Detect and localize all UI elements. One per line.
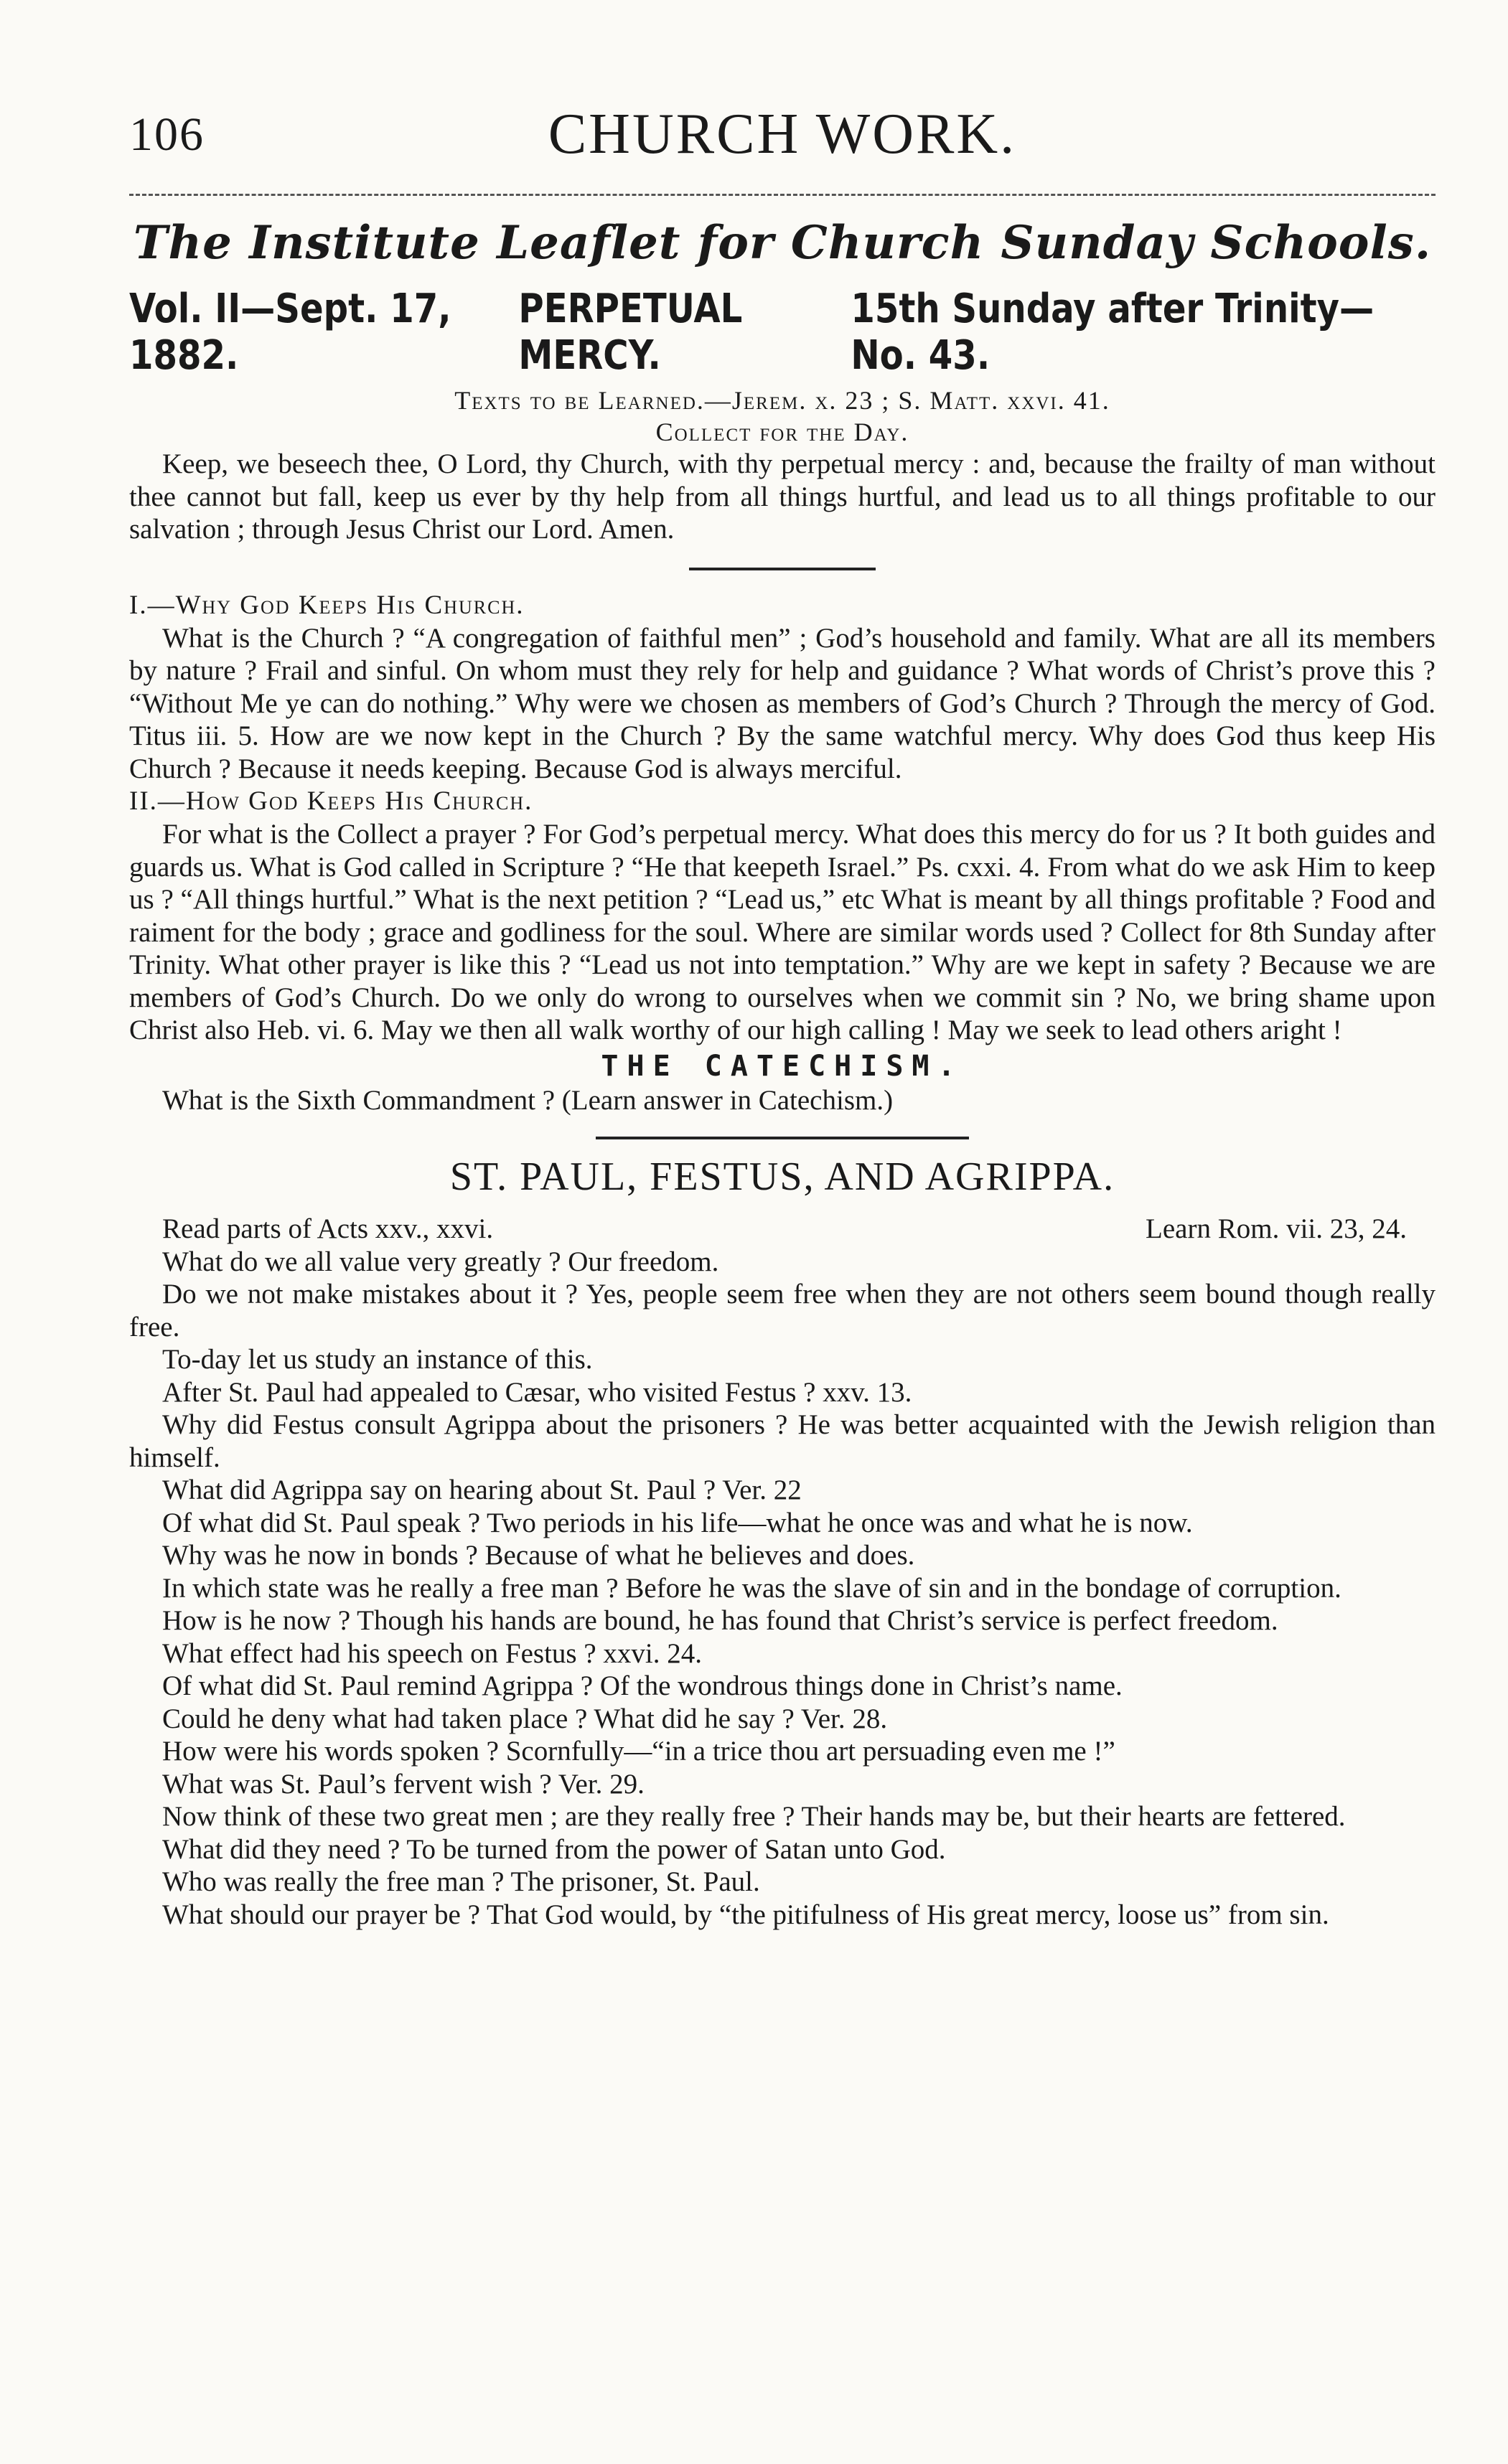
section2-heading: II.—How God Keeps His Church. [129, 786, 533, 816]
qa-item: To-day let us study an instance of this. [162, 1344, 593, 1375]
sunday-number: 15th Sunday after Trinity—No. 43. [851, 286, 1374, 379]
collect-heading: Collect for the Day. [655, 418, 909, 446]
qa-item: What should our prayer be ? That God would, by “the pitifulness of His great mercy, loose us” from sin. [162, 1899, 1329, 1930]
qa-item: In which state was he really a free man ? Before he was the slave of sin and in the bondage of corruption. [162, 1572, 1341, 1604]
qa-item: Now think of these two great men ; are they really free ? Their hands may be, but their hearts are fettered. [162, 1801, 1346, 1832]
lesson-questions [129, 1246, 1436, 1932]
read-reference: Read parts of Acts xxv., xxvi. [162, 1213, 494, 1244]
qa-item: How is he now ? Though his hands are bound, he has found that Christ’s service is perfect freedom. [162, 1605, 1278, 1636]
qa-item: Of what did St. Paul speak ? Two periods in his life—what he once was and what he is now. [162, 1507, 1193, 1538]
qa-item: Of what did St. Paul remind Agrippa ? Of the wondrous things done in Christ’s name. [162, 1670, 1123, 1701]
texts-to-be-learned: Texts to be Learned.—Jerem. x. 23 ; S. Matt. xxvi. 41. [454, 386, 1110, 415]
lesson-title: ST. PAUL, FESTUS, AND AGRIPPA. [449, 1155, 1115, 1199]
qa-item: Why was he now in bonds ? Because of what he believes and does. [162, 1540, 915, 1571]
section2-text: For what is the Collect a prayer ? For God’s perpetual mercy. What does this mercy do for us ? It both guides and guards us. What is God called in Scripture ? “He that keepeth Israel.” Ps. cxxi. 4. From what do we ask Him to keep us ? “All things hurtful.” What is the next petition ? “Lead us,” etc What is meant by all things profitable ? Food and raiment for the body ; grace and godliness for the soul. Where are similar words used ? Collect for 8th Sunday after Trinity. What other prayer is like this ? “Lead us not into temptation.” Why are we kept in safety ? Because we are members of God’s Church. Do we only do wrong to ourselves when we commit sin ? No, we bring shame upon Christ also Heb. vi. 6. May we then all walk worthy of our high calling ! May we seek to lead others aright ! [129, 819, 1436, 1045]
section1-heading: I.—Why God Keeps His Church. [129, 590, 525, 620]
subject-title: PERPETUAL MERCY. [518, 286, 743, 379]
catechism-heading: THE CATECHISM. [601, 1049, 964, 1083]
volume-date: Vol. II—Sept. 17, 1882. [129, 286, 451, 379]
qa-item: How were his words spoken ? Scornfully—“in a trice thou art persuading even me !” [162, 1736, 1115, 1767]
qa-item: What did Agrippa say on hearing about St. Paul ? Ver. 22 [162, 1475, 802, 1505]
running-title: CHURCH WORK. [548, 103, 1017, 166]
catechism-text: What is the Sixth Commandment ? (Learn answer in Catechism.) [162, 1084, 894, 1116]
reading-line [129, 1213, 1436, 1246]
page-number: 106 [129, 108, 205, 161]
section1-text: What is the Church ? “A congregation of faithful men” ; God’s household and family. What are all its members by nature ? Frail and sinful. On whom must they rely for help and guidance ? What words of Christ’s prove this ? “Without Me ye can do nothing.” Why were we chosen as members of God’s Church ? Through the mercy of God. Titus iii. 5. How are we now kept in the Church ? By the same watchful mercy. Why does God thus keep His Church ? Because it needs keeping. Because God is always merciful. [129, 622, 1436, 784]
leaflet-title: The Institute Leaflet for Church Sunday Schools. [133, 216, 1432, 270]
collect-text: Keep, we beseech thee, O Lord, thy Church, with thy perpetual mercy : and, because the frailty of man without thee cannot but fall, keep us ever by thy help from all things hurtful, and lead us to all things profitable to our salvation ; through Jesus Christ our Lord. Amen. [129, 448, 1436, 545]
qa-item: After St. Paul had appealed to Cæsar, who visited Festus ? xxv. 13. [162, 1376, 912, 1408]
qa-item: What do we all value very greatly ? Our freedom. [162, 1246, 719, 1277]
volume-line [129, 286, 1433, 379]
qa-item: What was St. Paul’s fervent wish ? Ver. 29. [162, 1768, 645, 1800]
lesson-divider [596, 1137, 969, 1139]
qa-item: Could he deny what had taken place ? What did he say ? Ver. 28. [162, 1703, 888, 1734]
qa-item: Who was really the free man ? The prisoner, St. Paul. [162, 1866, 760, 1897]
qa-item: What did they need ? To be turned from the power of Satan unto God. [162, 1833, 946, 1865]
learn-reference: Learn Rom. vii. 23, 24. [1146, 1213, 1407, 1244]
qa-item: Why did Festus consult Agrippa about the prisoners ? He was better acquainted with the Jewish religion than himself. [129, 1409, 1436, 1473]
section-divider [689, 568, 876, 570]
qa-item: What effect had his speech on Festus ? xxvi. 24. [162, 1637, 703, 1669]
header-divider [129, 194, 1436, 196]
qa-item: Do we not make mistakes about it ? Yes, people seem free when they are not others seem bound though really free. [129, 1279, 1436, 1342]
running-header [129, 86, 1436, 194]
page [129, 86, 1436, 1931]
